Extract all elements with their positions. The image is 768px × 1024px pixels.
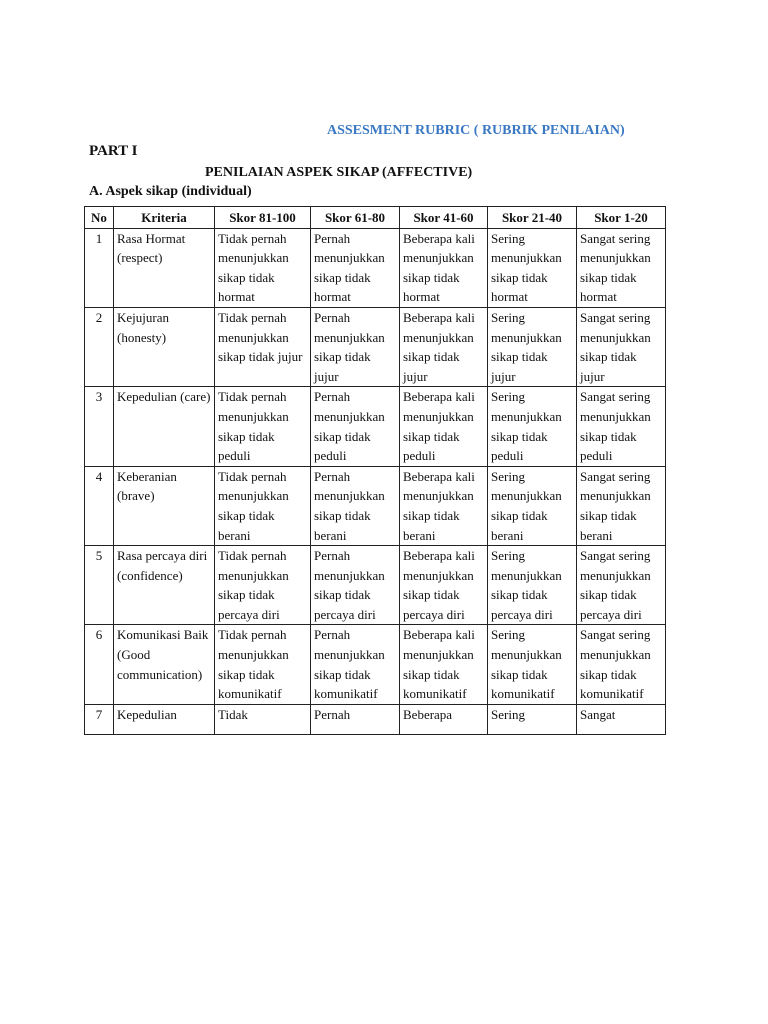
row-number: 2 <box>85 307 114 386</box>
score-cell: Tidak pernah menunjukkan sikap tidak berani <box>215 466 311 545</box>
header-no: No <box>85 207 114 229</box>
score-cell: Tidak pernah menunjukkan sikap tidak hormat <box>215 228 311 307</box>
score-cell: Beberapa kali menunjukkan sikap tidak berani <box>400 466 488 545</box>
criteria-cell: Kejujuran (honesty) <box>114 307 215 386</box>
score-cell: Sangat sering menunjukkan sikap tidak hormat <box>577 228 666 307</box>
table-header-row <box>85 207 666 229</box>
subsection-title: A. Aspek sikap (individual) <box>89 184 252 199</box>
header-skor-21-40: Skor 21-40 <box>488 207 577 229</box>
score-cell: Pernah menunjukkan sikap tidak peduli <box>311 387 400 466</box>
score-cell: Sangat sering menunjukkan sikap tidak peduli <box>577 387 666 466</box>
criteria-cell: Komunikasi Baik (Good communication) <box>114 625 215 704</box>
score-cell: Beberapa kali menunjukkan sikap tidak komunikatif <box>400 625 488 704</box>
table-row <box>85 307 666 386</box>
score-cell: Pernah menunjukkan sikap tidak komunikatif <box>311 625 400 704</box>
table-row <box>85 228 666 307</box>
score-cell: Pernah menunjukkan sikap tidak jujur <box>311 307 400 386</box>
table-row <box>85 625 666 704</box>
section-title: PENILAIAN ASPEK SIKAP (AFFECTIVE) <box>205 165 473 180</box>
part-label: PART I <box>89 143 138 159</box>
table-row <box>85 546 666 625</box>
criteria-cell: Rasa percaya diri (confidence) <box>114 546 215 625</box>
score-cell: Sering menunjukkan sikap tidak berani <box>488 466 577 545</box>
score-cell: Tidak pernah menunjukkan sikap tidak percaya diri <box>215 546 311 625</box>
score-cell: Sangat sering menunjukkan sikap tidak jujur <box>577 307 666 386</box>
score-cell: Sangat sering menunjukkan sikap tidak komunikatif <box>577 625 666 704</box>
score-cell: Beberapa kali menunjukkan sikap tidak peduli <box>400 387 488 466</box>
score-cell: Tidak pernah menunjukkan sikap tidak jujur <box>215 307 311 386</box>
header-skor-41-60: Skor 41-60 <box>400 207 488 229</box>
score-cell: Sangat <box>577 704 666 734</box>
score-cell: Tidak pernah menunjukkan sikap tidak komunikatif <box>215 625 311 704</box>
score-cell: Tidak pernah menunjukkan sikap tidak peduli <box>215 387 311 466</box>
score-cell: Tidak <box>215 704 311 734</box>
score-cell: Sering menunjukkan sikap tidak hormat <box>488 228 577 307</box>
header-skor-81-100: Skor 81-100 <box>215 207 311 229</box>
row-number: 5 <box>85 546 114 625</box>
rubric-title: ASSESMENT RUBRIC ( RUBRIK PENILAIAN) <box>327 123 625 138</box>
header-skor-61-80: Skor 61-80 <box>311 207 400 229</box>
header-kriteria: Kriteria <box>114 207 215 229</box>
criteria-cell: Rasa Hormat (respect) <box>114 228 215 307</box>
score-cell: Sering menunjukkan sikap tidak jujur <box>488 307 577 386</box>
table-row <box>85 387 666 466</box>
header-skor-1-20: Skor 1-20 <box>577 207 666 229</box>
table-row <box>85 466 666 545</box>
criteria-cell: Kepedulian <box>114 704 215 734</box>
score-cell: Sering <box>488 704 577 734</box>
row-number: 3 <box>85 387 114 466</box>
score-cell: Sering menunjukkan sikap tidak percaya diri <box>488 546 577 625</box>
row-number: 7 <box>85 704 114 734</box>
score-cell: Pernah <box>311 704 400 734</box>
score-cell: Sangat sering menunjukkan sikap tidak berani <box>577 466 666 545</box>
score-cell: Sering menunjukkan sikap tidak peduli <box>488 387 577 466</box>
score-cell: Pernah menunjukkan sikap tidak hormat <box>311 228 400 307</box>
score-cell: Pernah menunjukkan sikap tidak percaya diri <box>311 546 400 625</box>
score-cell: Sangat sering menunjukkan sikap tidak percaya diri <box>577 546 666 625</box>
row-number: 4 <box>85 466 114 545</box>
score-cell: Beberapa <box>400 704 488 734</box>
rubric-table <box>84 206 666 735</box>
score-cell: Beberapa kali menunjukkan sikap tidak jujur <box>400 307 488 386</box>
row-number: 1 <box>85 228 114 307</box>
score-cell: Pernah menunjukkan sikap tidak berani <box>311 466 400 545</box>
criteria-cell: Keberanian (brave) <box>114 466 215 545</box>
score-cell: Beberapa kali menunjukkan sikap tidak percaya diri <box>400 546 488 625</box>
table-row <box>85 704 666 734</box>
score-cell: Sering menunjukkan sikap tidak komunikatif <box>488 625 577 704</box>
criteria-cell: Kepedulian (care) <box>114 387 215 466</box>
score-cell: Beberapa kali menunjukkan sikap tidak hormat <box>400 228 488 307</box>
row-number: 6 <box>85 625 114 704</box>
